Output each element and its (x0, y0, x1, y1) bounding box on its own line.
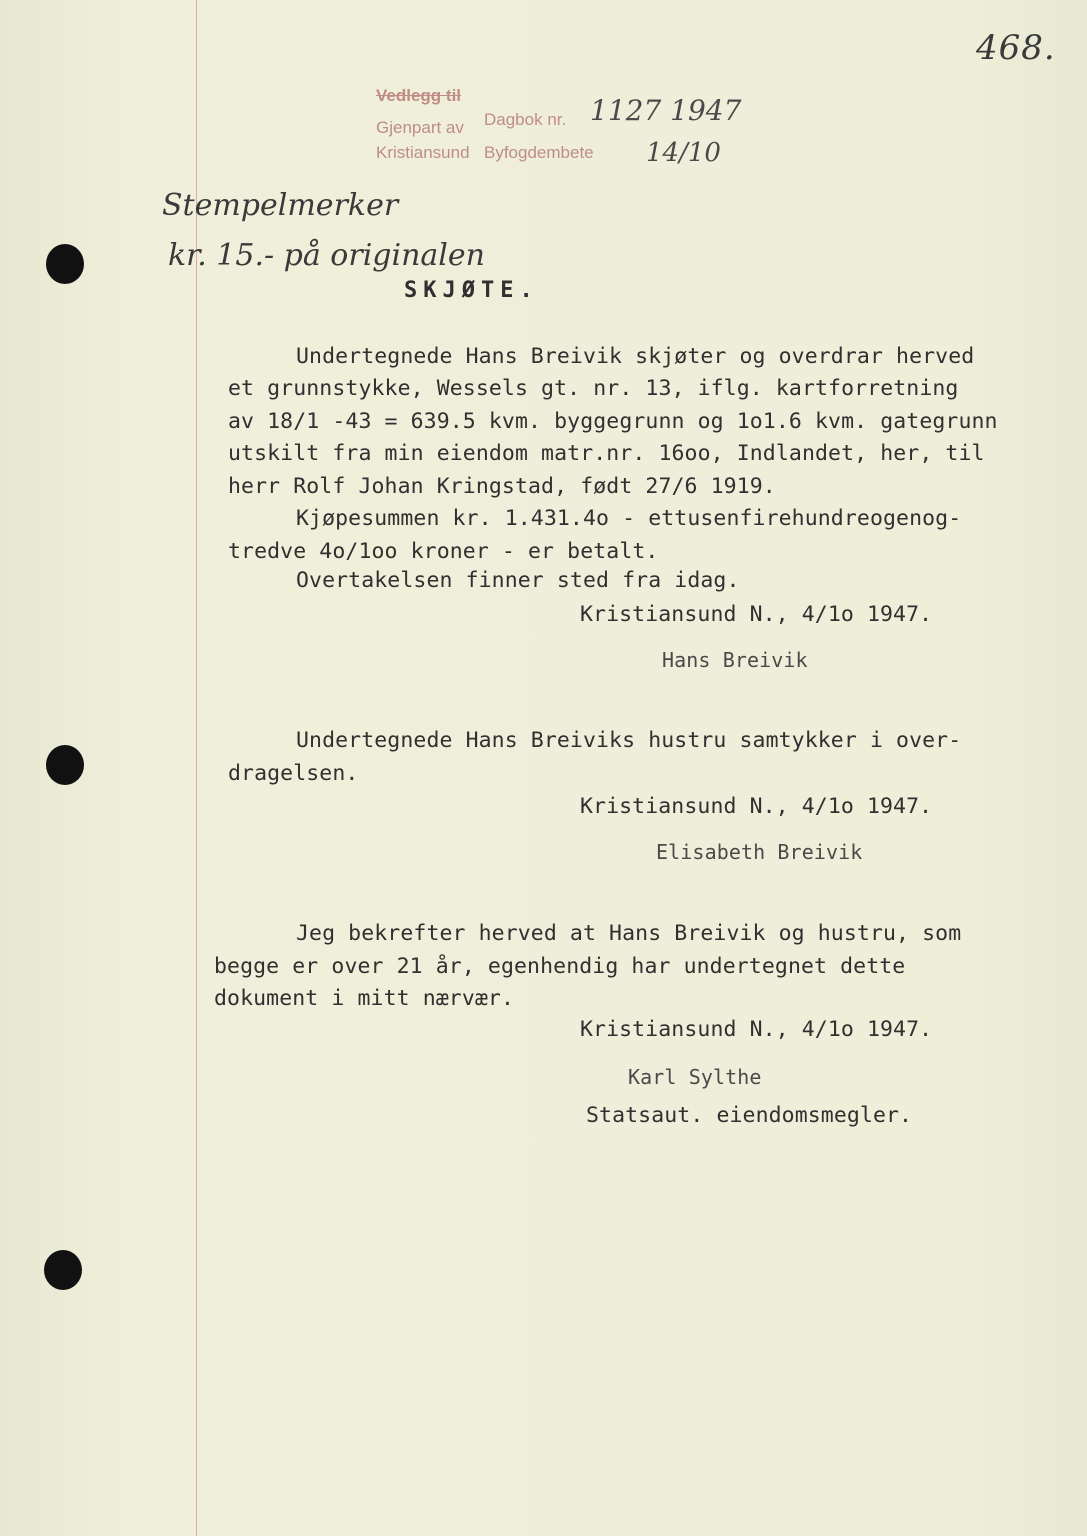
consent-place-date: Kristiansund N., 4/1o 1947. (580, 794, 933, 819)
handwritten-note-line2: kr. 15.- på originalen (168, 238, 485, 273)
dagbok-number: 1127 1947 (590, 94, 742, 127)
stamp-vedlegg: Vedlegg til (376, 86, 462, 105)
consent-line-2: dragelsen. (228, 761, 359, 786)
page-number: 468. (976, 28, 1056, 68)
deed-line-1: Undertegnede Hans Breivik skjøter og overdrar herved (296, 344, 975, 369)
deed-line-3: av 18/1 -43 = 639.5 kvm. byggegrunn og 1o1.6 kvm. gategrunn (228, 409, 998, 434)
deed-place-date: Kristiansund N., 4/1o 1947. (580, 602, 933, 627)
witness-line-3: dokument i mitt nærvær. (214, 986, 515, 1011)
punch-hole (46, 745, 84, 785)
stamp-dagbok-label: Dagbok nr. (484, 110, 567, 129)
consent-line-1: Undertegnede Hans Breiviks hustru samtykker i over- (296, 728, 962, 753)
punch-hole (44, 1250, 82, 1290)
witness-line-1: Jeg bekrefter herved at Hans Breivik og hustru, som (296, 921, 962, 946)
document-title: SKJØTE. (404, 278, 539, 303)
consent-signature: Elisabeth Breivik (656, 840, 863, 864)
deed-line-8: Overtakelsen finner sted fra idag. (296, 568, 740, 593)
witness-place-date: Kristiansund N., 4/1o 1947. (580, 1017, 933, 1042)
stamp-gjenpart: Gjenpart av (376, 118, 464, 137)
deed-line-5: herr Rolf Johan Kringstad, født 27/6 1919. (228, 474, 776, 499)
deed-line-4: utskilt fra min eiendom matr.nr. 16oo, Indlandet, her, til (228, 441, 985, 466)
deed-line-7: tredve 4o/1oo kroner - er betalt. (228, 539, 659, 564)
punch-hole (46, 244, 84, 284)
deed-line-2: et grunnstykke, Wessels gt. nr. 13, iflg. kartforretning (228, 376, 959, 401)
stamp-kristiansund: Kristiansund (376, 143, 470, 162)
deed-signature: Hans Breivik (662, 648, 808, 672)
red-margin-line (196, 0, 197, 1536)
witness-role: Statsaut. eiendomsmegler. (586, 1103, 913, 1128)
dagbok-date: 14/10 (646, 138, 721, 168)
stamp-byfogd-label: Byfogdembete (484, 143, 594, 162)
witness-signature: Karl Sylthe (628, 1065, 762, 1089)
witness-line-2: begge er over 21 år, egenhendig har undertegnet dette (214, 954, 906, 979)
handwritten-note-line1: Stempelmerker (162, 188, 399, 223)
deed-line-6: Kjøpesummen kr. 1.431.4o - ettusenfirehundreogenog- (296, 506, 962, 531)
